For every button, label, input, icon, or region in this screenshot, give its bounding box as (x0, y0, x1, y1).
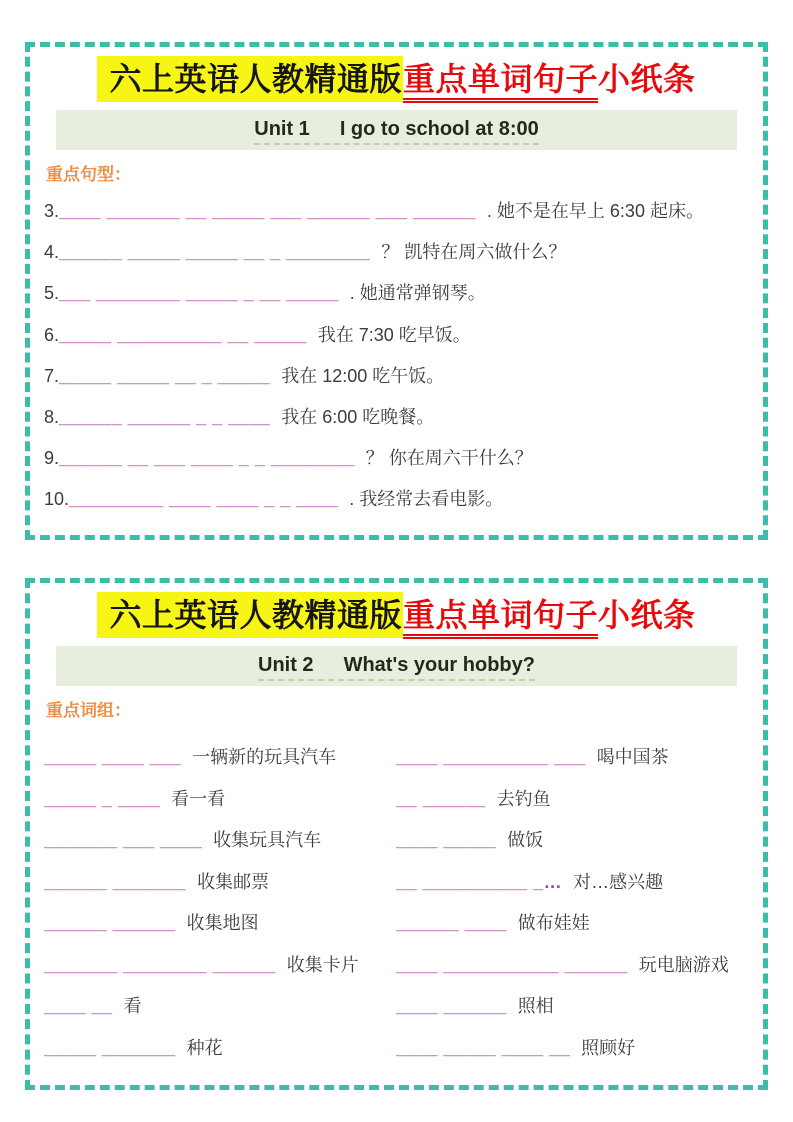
fill-blank: ______ __ ___ ____ _ _ ________ (59, 448, 355, 469)
chinese-hint: 收集卡片 (286, 954, 359, 975)
item-number: 3. (44, 201, 60, 221)
chinese-hint: 我在 12:00 吃午饭。 (281, 365, 445, 386)
fill-blank: ______ ______ (44, 913, 176, 933)
phrase-item (44, 903, 396, 945)
phrase-item (44, 820, 396, 862)
chinese-hint: 对…感兴趣 (573, 871, 664, 892)
item-number: 4. (44, 242, 60, 263)
phrase-item (396, 737, 749, 779)
title-red-underlined-part: 重点单词句子 (403, 61, 598, 103)
title-red-part: 小纸条 (598, 61, 696, 97)
chinese-hint: 看 (123, 996, 142, 1016)
phrase-row (44, 986, 749, 1028)
unit-name: What's your hobby? (343, 654, 535, 676)
phrase-row (44, 862, 749, 904)
phrase-row (44, 820, 749, 862)
phrase-item (396, 820, 749, 862)
chinese-hint: . 我经常去看电影。 (349, 489, 504, 510)
fill-blank: ___ ________ _____ _ __ _____ (59, 283, 339, 304)
section-label: 重点句型： (46, 165, 131, 184)
phrase-item (396, 779, 749, 821)
item-number: 10. (44, 489, 70, 510)
fill-blank: ____ _______ __ _____ ___ ______ ___ ______ (59, 201, 476, 221)
phrase-item (44, 862, 396, 904)
unit-number: Unit 2 (258, 654, 314, 676)
phrase-row (44, 1028, 749, 1070)
sentence-item (44, 273, 749, 314)
phrase-item (44, 737, 396, 779)
title-highlighted-part: 六上英语人教精通版 (97, 56, 403, 102)
fill-blank: ____ ______ (396, 996, 507, 1016)
worksheet-card-unit1 (25, 42, 768, 540)
item-number: 8. (44, 407, 60, 428)
phrase-item (396, 986, 749, 1028)
chinese-hint: 收集邮票 (197, 871, 270, 892)
title-red-underlined-part: 重点单词句子 (403, 597, 598, 639)
phrase-row (44, 945, 749, 987)
fill-blank: _____ ____ ___ (44, 747, 182, 767)
worksheet-card-unit2 (25, 578, 768, 1090)
fill-blank: _____ _____ __ _ _____ (59, 365, 271, 386)
chinese-hint: 我在 7:30 吃早饭。 (317, 324, 471, 345)
phrase-list (44, 737, 749, 1069)
fill-blank: ______ ____ (396, 913, 507, 933)
fill-blank: ____ __ (44, 996, 113, 1016)
chinese-hint: . 她不是在早上 6:30 起床。 (486, 201, 704, 221)
fill-blank: ____ ___________ ______ (396, 954, 628, 975)
phrase-item (396, 903, 749, 945)
chinese-hint: 照相 (517, 996, 554, 1016)
page-title (44, 591, 749, 639)
phrase-item (44, 779, 396, 821)
fill-blank: _____ __________ __ _____ (59, 324, 307, 345)
chinese-hint: 去钓鱼 (496, 788, 551, 809)
phrase-item (44, 945, 396, 987)
sentence-item (44, 356, 749, 397)
chinese-hint: 做布娃娃 (517, 913, 590, 933)
unit-name: I go to school at 8:00 (339, 118, 539, 140)
phrase-row (44, 779, 749, 821)
phrase-item (396, 1028, 749, 1070)
unit-banner (56, 110, 737, 150)
page-title (44, 55, 749, 103)
chinese-hint: 玩电脑游戏 (638, 954, 729, 975)
item-number: 5. (44, 283, 60, 304)
chinese-hint: 我在 6:00 吃晚餐。 (281, 407, 435, 428)
sentence-item (44, 438, 749, 479)
fill-blank: __ ______ (396, 788, 486, 809)
fill-blank: __ __________ _… (396, 871, 563, 892)
chinese-hint: 做饭 (507, 830, 544, 850)
title-highlighted-part: 六上英语人教精通版 (97, 592, 403, 638)
phrase-item (396, 862, 749, 904)
fill-blank: _____ _______ (44, 1037, 176, 1058)
item-number: 9. (44, 448, 60, 469)
chinese-hint: ？ 你在周六干什么？ (365, 448, 533, 469)
chinese-hint: . 她通常弹钢琴。 (349, 283, 486, 304)
section-label: 重点词组： (46, 701, 131, 720)
fill-blank: _______ ________ ______ (44, 954, 276, 975)
sentence-item (44, 232, 749, 273)
fill-blank: ______ _______ (44, 871, 187, 892)
item-number: 6. (44, 324, 60, 345)
unit-banner (56, 646, 737, 686)
phrase-row (44, 737, 749, 779)
phrase-item (396, 945, 749, 987)
chinese-hint: 喝中国茶 (596, 747, 669, 767)
chinese-hint: 种花 (186, 1037, 223, 1058)
fill-blank: _________ ____ ____ _ _ ____ (69, 489, 339, 510)
fill-blank: ____ _____ (396, 830, 497, 850)
fill-blank: ______ ______ _ _ ____ (59, 407, 271, 428)
phrase-item (44, 1028, 396, 1070)
fill-blank: _______ ___ ____ (44, 830, 203, 850)
chinese-hint: 一辆新的玩具汽车 (192, 747, 337, 767)
sentence-item (44, 397, 749, 438)
sentence-item (44, 315, 749, 356)
chinese-hint: 收集地图 (186, 913, 259, 933)
chinese-hint: ？ 凯特在周六做什么？ (381, 242, 567, 263)
phrase-item (44, 986, 396, 1028)
sentence-list (44, 191, 749, 521)
title-red-part: 小纸条 (598, 597, 696, 633)
unit-title (258, 654, 535, 681)
chinese-hint: 看一看 (171, 788, 226, 809)
fill-blank: _____ _ ____ (44, 788, 161, 809)
sentence-item (44, 191, 749, 232)
sentence-item (44, 479, 749, 520)
chinese-hint: 收集玩具汽车 (213, 830, 322, 850)
phrase-row (44, 903, 749, 945)
item-number: 7. (44, 365, 60, 386)
unit-number: Unit 1 (254, 118, 310, 140)
chinese-hint: 照顾好 (581, 1037, 636, 1058)
unit-title (254, 118, 538, 145)
fill-blank: ____ _____ ____ __ (396, 1037, 571, 1058)
fill-blank: ____ __________ ___ (396, 747, 586, 767)
fill-blank: ______ _____ _____ __ _ ________ (59, 242, 371, 263)
